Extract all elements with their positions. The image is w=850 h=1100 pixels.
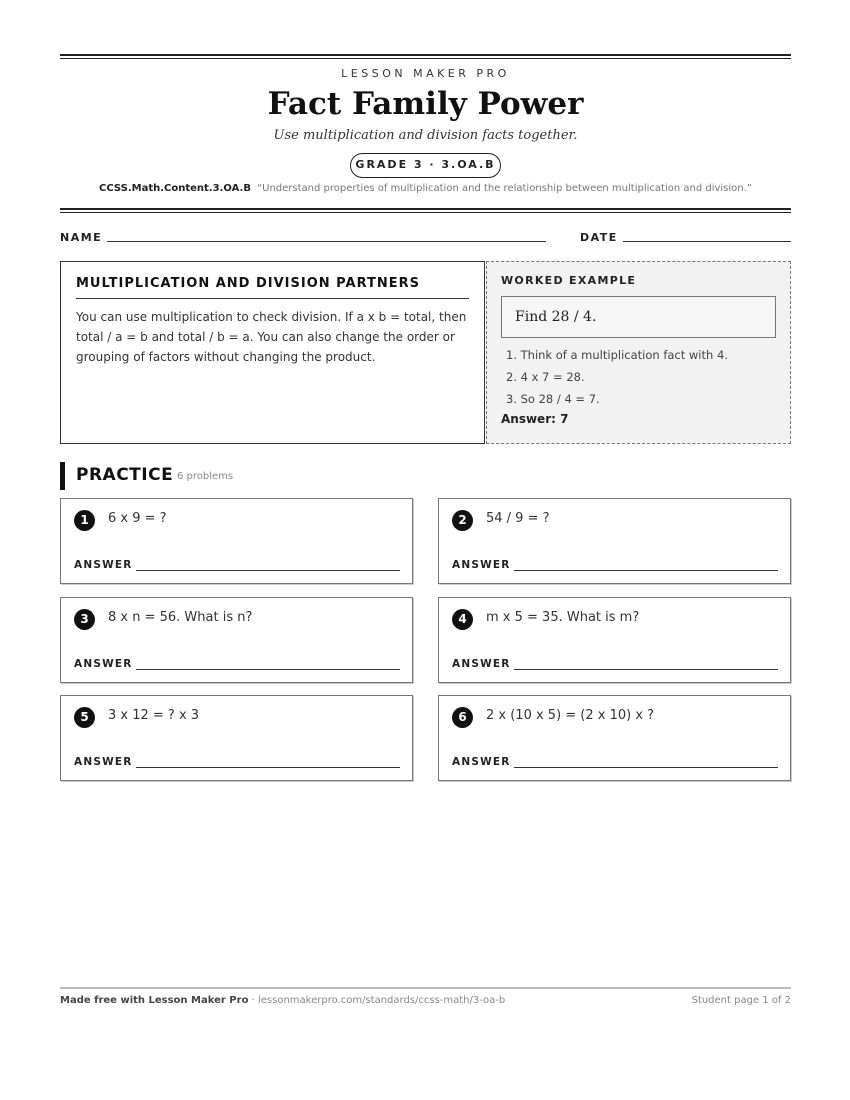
problem-number-badge: 1 <box>74 510 95 531</box>
example-problem: Find 28 / 4. <box>501 296 776 338</box>
answer-label: ANSWER <box>74 559 133 571</box>
example-heading: WORKED EXAMPLE <box>501 274 637 287</box>
problem-number-badge: 4 <box>452 609 473 630</box>
problem-card-2 <box>438 498 791 584</box>
answer-label: ANSWER <box>74 756 133 768</box>
standard-text: “Understand properties of multiplication and the relationship between multiplication and division.” <box>256 183 752 194</box>
header-bottom-double-rule <box>60 208 791 213</box>
problem-question: 54 / 9 = ? <box>486 511 550 526</box>
name-field[interactable] <box>107 241 546 242</box>
intro-body: You can use multiplication to check division. If a x b = total, then total / a = b and total / b = a. You can also change the order or grouping of factors without changing the product. <box>76 310 467 364</box>
footer-credit <box>60 995 505 1006</box>
answer-label: ANSWER <box>452 559 511 571</box>
footer-url[interactable]: · lessonmakerpro.com/standards/ccss-math/3-oa-b <box>248 995 506 1006</box>
problem-number-badge: 6 <box>452 707 473 728</box>
practice-title: PRACTICE <box>76 465 174 485</box>
problem-number-badge: 5 <box>74 707 95 728</box>
example-answer: Answer: 7 <box>501 412 569 426</box>
example-step: 3. So 28 / 4 = 7. <box>506 392 600 406</box>
answer-field[interactable] <box>136 570 400 571</box>
problem-question: 8 x n = 56. What is n? <box>108 610 253 625</box>
answer-label: ANSWER <box>452 756 511 768</box>
date-field[interactable] <box>623 241 791 242</box>
standard-code: CCSS.Math.Content.3.OA.B <box>99 183 251 194</box>
problem-number-badge: 2 <box>452 510 473 531</box>
problem-question: 2 x (10 x 5) = (2 x 10) x ? <box>486 708 655 723</box>
problem-card-3 <box>60 597 413 683</box>
example-step: 1. Think of a multiplication fact with 4. <box>506 348 728 362</box>
intro-heading: MULTIPLICATION AND DIVISION PARTNERS <box>76 276 469 299</box>
worksheet-page <box>60 0 791 1100</box>
answer-field[interactable] <box>136 669 400 670</box>
intro-box <box>60 261 485 444</box>
worksheet-subtitle: Use multiplication and division facts together. <box>273 128 578 143</box>
practice-count: 6 problems <box>177 471 234 482</box>
answer-label: ANSWER <box>452 658 511 670</box>
answer-field[interactable] <box>514 669 778 670</box>
footer-made-with: Made free with Lesson Maker Pro <box>60 995 249 1006</box>
name-label: NAME <box>60 231 103 244</box>
problem-card-1 <box>60 498 413 584</box>
example-steps <box>501 344 776 410</box>
problem-question: m x 5 = 35. What is m? <box>486 610 640 625</box>
problem-card-6 <box>438 695 791 781</box>
standard-line <box>60 183 791 194</box>
answer-label: ANSWER <box>74 658 133 670</box>
example-step: 2. 4 x 7 = 28. <box>506 370 585 384</box>
problem-question: 3 x 12 = ? x 3 <box>108 708 200 723</box>
worked-example-box <box>486 261 791 444</box>
date-label: DATE <box>580 231 618 244</box>
problem-number-badge: 3 <box>74 609 95 630</box>
footer-page-number: Student page 1 of 2 <box>691 995 791 1006</box>
brand-name: LESSON MAKER PRO <box>341 67 510 80</box>
problem-card-5 <box>60 695 413 781</box>
problem-card-4 <box>438 597 791 683</box>
top-double-rule <box>60 54 791 59</box>
worksheet-title: Fact Family Power <box>267 86 584 122</box>
grade-badge: GRADE 3 · 3.OA.B <box>350 153 501 178</box>
footer-rule <box>60 987 791 989</box>
problem-question: 6 x 9 = ? <box>108 511 167 526</box>
answer-field[interactable] <box>514 767 778 768</box>
answer-field[interactable] <box>514 570 778 571</box>
practice-accent-bar <box>60 462 65 490</box>
answer-field[interactable] <box>136 767 400 768</box>
